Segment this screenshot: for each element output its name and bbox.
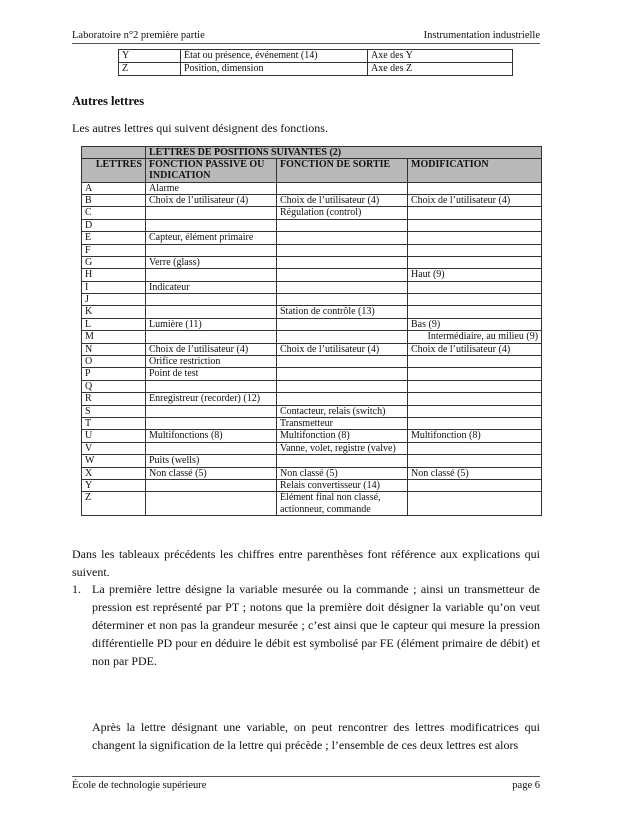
header-right: Instrumentation industrielle xyxy=(423,30,540,41)
table-cell: Enregistreur (recorder) (12) xyxy=(146,393,277,405)
table-header-letters: LETTRES xyxy=(82,159,146,182)
table-cell: Haut (9) xyxy=(408,269,542,281)
list-item-1 xyxy=(72,580,540,670)
table-row xyxy=(82,479,542,491)
table-cell xyxy=(146,479,277,491)
table-cell: X xyxy=(82,467,146,479)
table-cell xyxy=(146,244,277,256)
table-cell: N xyxy=(82,343,146,355)
intro-text: Les autres lettres qui suivent désignent des fonctions. xyxy=(72,121,328,135)
table-header-row xyxy=(82,159,542,182)
table-cell xyxy=(146,294,277,306)
table-cell: Orifice restriction xyxy=(146,356,277,368)
table-cell xyxy=(146,331,277,343)
table-cell: Z xyxy=(82,492,146,515)
table-cell: Multifonction (8) xyxy=(277,430,408,442)
table-cell xyxy=(277,244,408,256)
table-cell xyxy=(277,393,408,405)
table-cell xyxy=(408,281,542,293)
table-cell: Contacteur, relais (switch) xyxy=(277,405,408,417)
table-row xyxy=(119,50,513,63)
table-cell: Vanne, volet, registre (valve) xyxy=(277,442,408,454)
table-cell xyxy=(408,368,542,380)
table-cell xyxy=(408,232,542,244)
table-cell: État ou présence, événement (14) xyxy=(181,50,368,63)
table-cell: G xyxy=(82,256,146,268)
table-cell xyxy=(277,318,408,330)
table-cell: Multifonctions (8) xyxy=(146,430,277,442)
table-cell: D xyxy=(82,219,146,231)
table-cell: Relais convertisseur (14) xyxy=(277,479,408,491)
table-cell xyxy=(277,368,408,380)
table-cell: Alarme xyxy=(146,182,277,194)
table-cell xyxy=(277,380,408,392)
table-cell: P xyxy=(82,368,146,380)
table-row xyxy=(82,393,542,405)
table-header-empty xyxy=(82,147,146,159)
table-row xyxy=(82,417,542,429)
page-footer xyxy=(72,776,540,791)
table-cell xyxy=(408,479,542,491)
table-cell: K xyxy=(82,306,146,318)
table-cell xyxy=(277,219,408,231)
table-cell: Axe des Z xyxy=(368,63,513,76)
table-cell xyxy=(146,269,277,281)
table-cell: Y xyxy=(119,50,181,63)
table-cell: Régulation (control) xyxy=(277,207,408,219)
table-cell: Choix de l’utilisateur (4) xyxy=(408,194,542,206)
table-cell: Choix de l’utilisateur (4) xyxy=(277,194,408,206)
table-cell xyxy=(146,219,277,231)
paragraph-3: Après la lettre désignant une variable, on peut rencontrer des lettres modificatrices qui changent la signification de la lettre qui précède ; l’ensemble de ces deux lettres est alors xyxy=(92,720,540,752)
table-cell: A xyxy=(82,182,146,194)
table-cell: Non classé (5) xyxy=(277,467,408,479)
table-cell: Puits (wells) xyxy=(146,455,277,467)
continued-table xyxy=(118,49,513,76)
table-cell: Indicateur xyxy=(146,281,277,293)
table-cell xyxy=(408,393,542,405)
table-cell xyxy=(277,182,408,194)
table-cell: Bas (9) xyxy=(408,318,542,330)
table-cell xyxy=(408,207,542,219)
table-cell xyxy=(408,256,542,268)
table-cell xyxy=(408,405,542,417)
table-cell xyxy=(408,306,542,318)
table-header-passive: FONCTION PASSIVE OU INDICATION xyxy=(146,159,277,182)
table-group-header-row xyxy=(82,147,542,159)
table-cell xyxy=(277,331,408,343)
page-header xyxy=(72,30,540,44)
table-row xyxy=(82,244,542,256)
table-row xyxy=(82,269,542,281)
table-cell xyxy=(408,442,542,454)
table-row xyxy=(82,194,542,206)
table-cell: Station de contrôle (13) xyxy=(277,306,408,318)
table-row xyxy=(82,207,542,219)
list-text: La première lettre désigne la variable mesurée ou la commande ; ainsi un transmetteur de pression est représenté par PT ; notons que la première doit désigner la variable qu’on veut déterminer et non pas la grandeur mesurée ; c’est ainsi que le capteur qui mesure la pression différentielle PD pour en déduire le débit est symbolisé par FE (élément primaire de débit) et non par PDE. xyxy=(92,582,540,668)
table-row xyxy=(82,467,542,479)
table-row xyxy=(82,430,542,442)
table-cell xyxy=(146,380,277,392)
table-cell xyxy=(277,281,408,293)
table-cell: Transmetteur xyxy=(277,417,408,429)
table-cell: V xyxy=(82,442,146,454)
table-cell xyxy=(277,356,408,368)
table-cell: Q xyxy=(82,380,146,392)
table-cell: Y xyxy=(82,479,146,491)
list-number: 1. xyxy=(72,582,81,596)
table-row xyxy=(82,368,542,380)
table-cell: L xyxy=(82,318,146,330)
table-cell: Choix de l’utilisateur (4) xyxy=(146,343,277,355)
table-row xyxy=(82,232,542,244)
table-row xyxy=(82,356,542,368)
table-cell: Verre (glass) xyxy=(146,256,277,268)
table-group-header: LETTRES DE POSITIONS SUIVANTES (2) xyxy=(146,147,542,159)
table-cell xyxy=(408,356,542,368)
table-row xyxy=(82,256,542,268)
table-cell xyxy=(146,442,277,454)
table-cell: Z xyxy=(119,63,181,76)
table-cell xyxy=(408,492,542,515)
table-cell xyxy=(146,417,277,429)
table-cell xyxy=(277,269,408,281)
table-row xyxy=(82,306,542,318)
table-cell: Multifonction (8) xyxy=(408,430,542,442)
table-cell: H xyxy=(82,269,146,281)
table-cell: O xyxy=(82,356,146,368)
header-left: Laboratoire n°2 première partie xyxy=(72,30,205,41)
table-row xyxy=(82,492,542,515)
table-cell xyxy=(408,417,542,429)
footer-left: École de technologie supérieure xyxy=(72,780,207,791)
table-cell: F xyxy=(82,244,146,256)
table-cell: Choix de l’utilisateur (4) xyxy=(146,194,277,206)
table-cell xyxy=(408,244,542,256)
table-cell: I xyxy=(82,281,146,293)
table-cell xyxy=(146,306,277,318)
table-cell: Non classé (5) xyxy=(408,467,542,479)
table-cell: S xyxy=(82,405,146,417)
table-cell xyxy=(277,256,408,268)
table-cell: R xyxy=(82,393,146,405)
table-row xyxy=(82,281,542,293)
paragraph-1: Dans les tableaux précédents les chiffres entre parenthèses font référence aux explications qui suivent. xyxy=(72,547,540,579)
table-cell: U xyxy=(82,430,146,442)
table-row xyxy=(82,331,542,343)
table-cell: E xyxy=(82,232,146,244)
table-row xyxy=(119,63,513,76)
table-cell xyxy=(277,232,408,244)
table-cell: C xyxy=(82,207,146,219)
section-title: Autres lettres xyxy=(72,94,145,108)
table-cell: Capteur, élément primaire xyxy=(146,232,277,244)
table-row xyxy=(82,318,542,330)
table-row xyxy=(82,455,542,467)
table-cell xyxy=(408,182,542,194)
table-cell: Position, dimension xyxy=(181,63,368,76)
table-cell xyxy=(408,380,542,392)
table-cell xyxy=(277,455,408,467)
table-cell xyxy=(146,492,277,515)
table-cell xyxy=(408,294,542,306)
table-cell xyxy=(146,207,277,219)
table-cell: Élément final non classé, actionneur, commande xyxy=(277,492,408,515)
table-row xyxy=(82,182,542,194)
table-cell xyxy=(146,405,277,417)
table-cell: Non classé (5) xyxy=(146,467,277,479)
table-row xyxy=(82,380,542,392)
table-cell: Axe des Y xyxy=(368,50,513,63)
table-header-output: FONCTION DE SORTIE xyxy=(277,159,408,182)
table-row xyxy=(82,219,542,231)
table-header-modification: MODIFICATION xyxy=(408,159,542,182)
table-cell: Point de test xyxy=(146,368,277,380)
table-cell: Intermédiaire, au milieu (9) xyxy=(408,331,542,343)
table-cell: M xyxy=(82,331,146,343)
table-cell xyxy=(277,294,408,306)
table-cell: T xyxy=(82,417,146,429)
table-body xyxy=(82,182,542,515)
table-cell: Choix de l’utilisateur (4) xyxy=(408,343,542,355)
function-letters-table xyxy=(81,146,542,516)
table-row xyxy=(82,294,542,306)
table-cell: B xyxy=(82,194,146,206)
table-cell: J xyxy=(82,294,146,306)
table-cell: Choix de l’utilisateur (4) xyxy=(277,343,408,355)
footer-right: page 6 xyxy=(512,780,540,791)
table-row xyxy=(82,343,542,355)
table-cell: W xyxy=(82,455,146,467)
table-row xyxy=(82,442,542,454)
table-row xyxy=(82,405,542,417)
table-cell xyxy=(408,219,542,231)
table-cell xyxy=(408,455,542,467)
table-cell: Lumière (11) xyxy=(146,318,277,330)
